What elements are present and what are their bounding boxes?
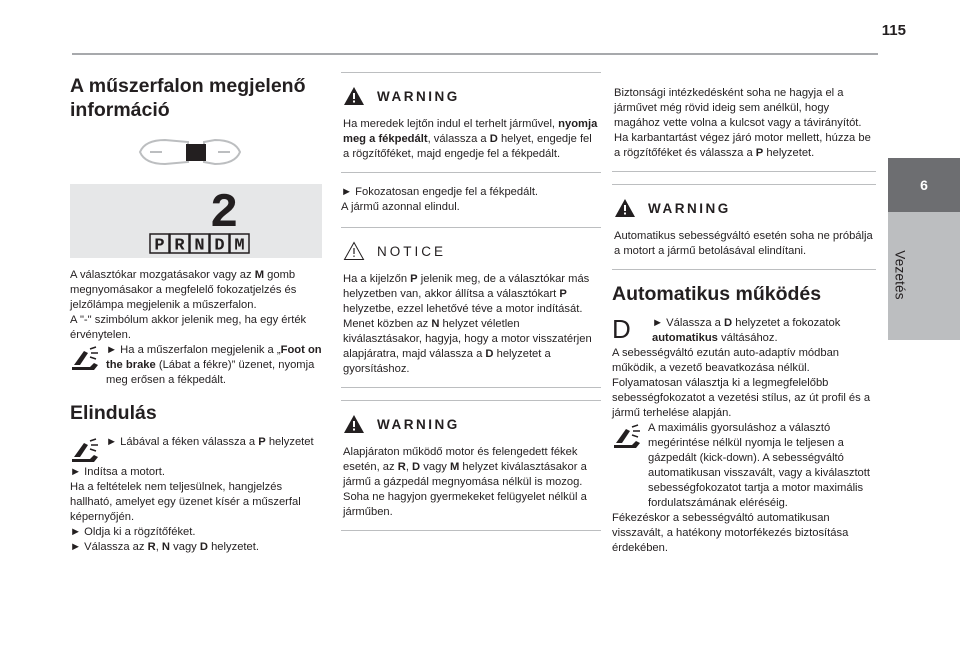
warning-icon xyxy=(614,198,636,218)
push-start-warning: Automatikus sebességváltó esetén soha ne próbálja a motort a jármű betolásával elindítani. xyxy=(614,230,873,257)
safety-text-2: Ha karbantartást végez járó motor mellett, húzza be a rögzítőféket és válassza a P helyzetet. xyxy=(614,132,871,159)
chapter-label xyxy=(880,215,920,335)
gear-letter-n: N xyxy=(194,236,205,256)
foot-on-accelerator-icon xyxy=(612,423,642,451)
kickdown-note: A maximális gyorsuláshoz a választó megérintése nélkül nyomja le teljesen a gázpedált (kick-down). A sebességváltó automatikusan visszavált, vagy a kiválasztott sebességfokozatot tartja a motor maximális fordulatszámának eléréséig. xyxy=(612,421,876,511)
start-step-4: ► Válassza az R, N vagy D helyzetet. xyxy=(70,541,259,553)
auto-step-1: D ► Válassza a D helyzetet a fokozatok automatikus váltásához. xyxy=(612,314,841,344)
chapter-label-text: Vezetés xyxy=(892,250,908,300)
warning-title: WARNING xyxy=(377,88,460,104)
instrument-cluster-icon xyxy=(70,132,322,178)
chapter-number: 6 xyxy=(920,177,928,193)
warning-box-2 xyxy=(341,400,601,531)
auto-text-4: Fékezéskor a sebességváltó automatikusan visszavált, a hatékony motorfékezés biztosítása érdekében. xyxy=(612,512,849,554)
gear-letter-d: D xyxy=(214,236,225,256)
gear-letter-p: P xyxy=(154,236,165,256)
gear-digit: 2 xyxy=(209,187,239,241)
foot-on-brake-icon xyxy=(70,437,100,465)
header-rule xyxy=(72,53,878,55)
release-brake-step: ► Fokozatosan engedje fel a fékpedált. xyxy=(341,186,539,198)
safety-box xyxy=(612,72,876,172)
foot-on-brake-icon xyxy=(70,345,100,373)
section-title-display: A műszerfalon megjelenő információ xyxy=(70,75,306,121)
start-step-1: ► Lábával a féken válassza a P helyzetet xyxy=(70,435,322,465)
section-title-auto: Automatikus működés xyxy=(612,283,822,305)
gear-display-illustration xyxy=(70,184,322,258)
display-paragraph-1: A választókar mozgatásakor vagy az M gomb megnyomásakor a megfelelő fokozatjelzés és jelzőlámpa megjelenik a műszerfalon. xyxy=(70,269,297,311)
notice-title: NOTICE xyxy=(377,243,447,259)
display-paragraph-2: A "-" szimbólum akkor jelenik meg, ha egy érték érvénytelen. xyxy=(70,314,307,341)
page-number: 115 xyxy=(881,22,906,39)
chapter-tab[interactable] xyxy=(888,158,960,212)
warning-icon xyxy=(343,414,365,434)
vehicle-moves-note: A jármű azonnal elindul. xyxy=(341,201,460,213)
gear-letter-m: M xyxy=(234,236,245,256)
notice-text-2: Menet közben az N helyzet véletlen kiválasztásakor, hagyja, hogy a motor visszatérjen alapjáratra, majd válassza a D helyzetet a gyorsításhoz. xyxy=(343,318,592,375)
start-note: Ha a feltételek nem teljesülnek, hangjelzés hallható, amelyet egy üzenet kísér a műszerfal képernyőjén. xyxy=(70,481,301,523)
notice-icon xyxy=(343,241,365,261)
safety-text-1: Biztonsági intézkedésként soha ne hagyja el a járművet még rövid ideig sem anélkül, hogy magához vette volna a kulcsot vagy a távirányítót. xyxy=(614,87,862,129)
column-3 xyxy=(612,72,876,556)
notice-box xyxy=(341,227,601,388)
warning-title: WARNING xyxy=(648,200,731,216)
gear-indicator xyxy=(70,184,322,258)
column-2 xyxy=(341,72,601,543)
gear-letters xyxy=(150,234,249,256)
start-step-3: ► Oldja ki a rögzítőféket. xyxy=(70,526,196,538)
warning-text-1: Ha meredek lejtőn indul el terhelt járművel, nyomja meg a fékpedált, válassza a D helyet, engedje fel a rögzítőféket, majd engedje fel a fékpedált. xyxy=(343,118,598,160)
gear-d-icon: D xyxy=(612,314,631,344)
auto-text-2: Folyamatosan választja ki a legmegfelelőbb sebességfokozatot a vezetési stílus, az út profil és a jármű terhelése alapján. xyxy=(612,377,871,419)
warning-text-3: Soha ne hagyjon gyermekeket felügyelet nélkül a járműben. xyxy=(343,491,587,518)
warning-box-3 xyxy=(612,184,876,270)
dashboard-illustration xyxy=(70,132,322,178)
warning-title: WARNING xyxy=(377,416,460,432)
column-1 xyxy=(70,72,322,555)
gear-letter-r: R xyxy=(174,236,185,256)
start-step-2: ► Indítsa a motort. xyxy=(70,466,166,478)
auto-text-1: A sebességváltó ezután auto-adaptív módban működik, a vezető beavatkozása nélkül. xyxy=(612,347,840,374)
notice-text-1: Ha a kijelzőn P jelenik meg, de a választókar más helyzetben van, akkor állítsa a választókart P helyzetbe, ezzel lehetővé téve a motor indítását. xyxy=(343,273,590,315)
foot-brake-note: ► Ha a műszerfalon megjelenik a „Foot on the brake (Lábat a fékre)” üzenet, nyomja meg erősen a fékpedált. xyxy=(70,343,322,388)
section-title-start: Elindulás xyxy=(70,402,157,424)
warning-text-2: Alapjáraton működő motor és felengedett fékek esetén, az R, D vagy M helyzet kiválasztásakor a jármű a gázpedál megnyomása nélkül is mozog. xyxy=(343,446,587,488)
warning-icon xyxy=(343,86,365,106)
warning-box-1 xyxy=(341,72,601,173)
